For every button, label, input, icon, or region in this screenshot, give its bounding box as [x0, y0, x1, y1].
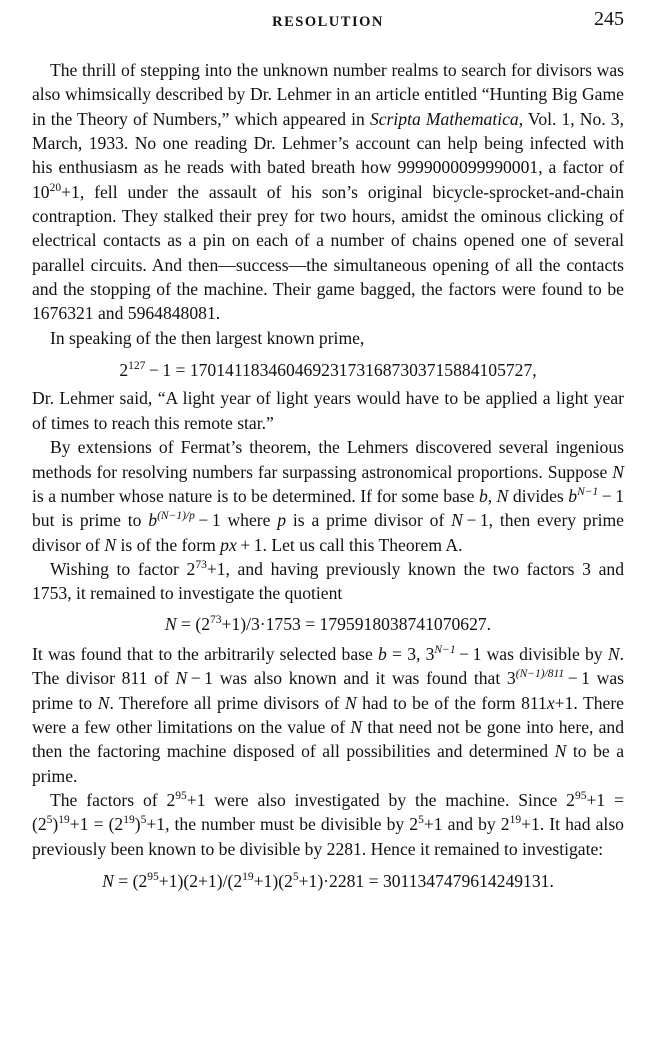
- paragraph-largest-prime: In speaking of the then largest known prime,: [50, 327, 365, 348]
- paragraph-lehmer-quote: Dr. Lehmer said, “A light year of light years would have to be applied a light year of times to reach this remote star.”: [32, 388, 624, 433]
- paragraph-base-3-test: It was found that to the arbitrarily selected base b = 3, $3^{N-1} - 1$ was divisible by N. The divisor 811 of N − 1 was also known and it was found that $3^{(N-1)/811} - 1$ was prime to N. Therefore all prime divisors of N had to be of the form 811x+1. There were a few other limitations on the value of N that need not be gone into here, and then the factoring machine disposed of all possibilities and determined N to be a prime.: [32, 643, 625, 786]
- body-text: [32, 58, 624, 893]
- paragraph-factor-2-73: Wishing to factor $2^{73}+1$, and having previously known the two factors 3 and 1753, it remained to investigate the quotient: [32, 558, 624, 604]
- page-header: [32, 6, 624, 42]
- journal-title: Scripta Mathematica: [369, 108, 519, 129]
- paragraph-theorem-a: By extensions of Fermat’s theorem, the Lehmers discovered several ingenious methods for resolving numbers far surpassing astronomical proportions. Suppose N is a number whose nature is to be determined. If for some base b, N divides $b^{N-1} - 1$ but is prime to $b^{(N-1)/p} - 1$ where p is a prime divisor of N − 1, then every prime divisor of N is of the form px + 1. Let us call this Theorem A.: [32, 437, 625, 555]
- equation-quotient-2-73: $N = (2^{73}+1)/3\cdot 1753 = 1795918038741070627$.: [164, 613, 492, 634]
- page-number: 245: [594, 8, 624, 30]
- equation-mersenne-prime: $2^{127} - 1 = 170141183460469231731687303715884105727$,: [119, 360, 537, 381]
- paragraph-lehmer-article: The thrill of stepping into the unknown number realms to search for divisors was also whimsically described by Dr. Lehmer in an article entitled “Hunting Big Game in the Theory of Numbers,” which appeared in Scripta Mathematica, Vol. 1, No. 3, March, 1933. No one reading Dr. Lehmer’s account can help being infected with his enthusiasm as he reads with bated breath how 9999000099990001, a factor of $10^{20}+1$, fell under the assault of his son’s original bicycle-sprocket-and-chain contraption. They stalked their prey for two hours, amidst the ominous clicking of electrical contacts as a pin on each of a number of chains opened one of several parallel circuits. And then—success—the simultaneous opening of all the contacts and the stopping of the machine. Their game bagged, the factors were found to be 1676321 and 5964848081.: [32, 60, 624, 324]
- running-head: RESOLUTION: [272, 14, 384, 30]
- equation-quotient-2-95: $N = (2^{95}+1)(2+1)/(2^{19}+1)(2^5+1)\cdot 2281 = 3011347479614249131$.: [102, 871, 554, 891]
- paragraph-factor-2-95: The factors of $2^{95}+1$ were also investigated by the machine. Since $2^{95}+1 = (2^5)^{19}+1 = (2^{19})^5+1$, the number must be divisible by $2^5+1$ and by $2^{19}+1$. It had also previously been known to be divisible by 2281. Hence it remained to investigate:: [32, 789, 624, 859]
